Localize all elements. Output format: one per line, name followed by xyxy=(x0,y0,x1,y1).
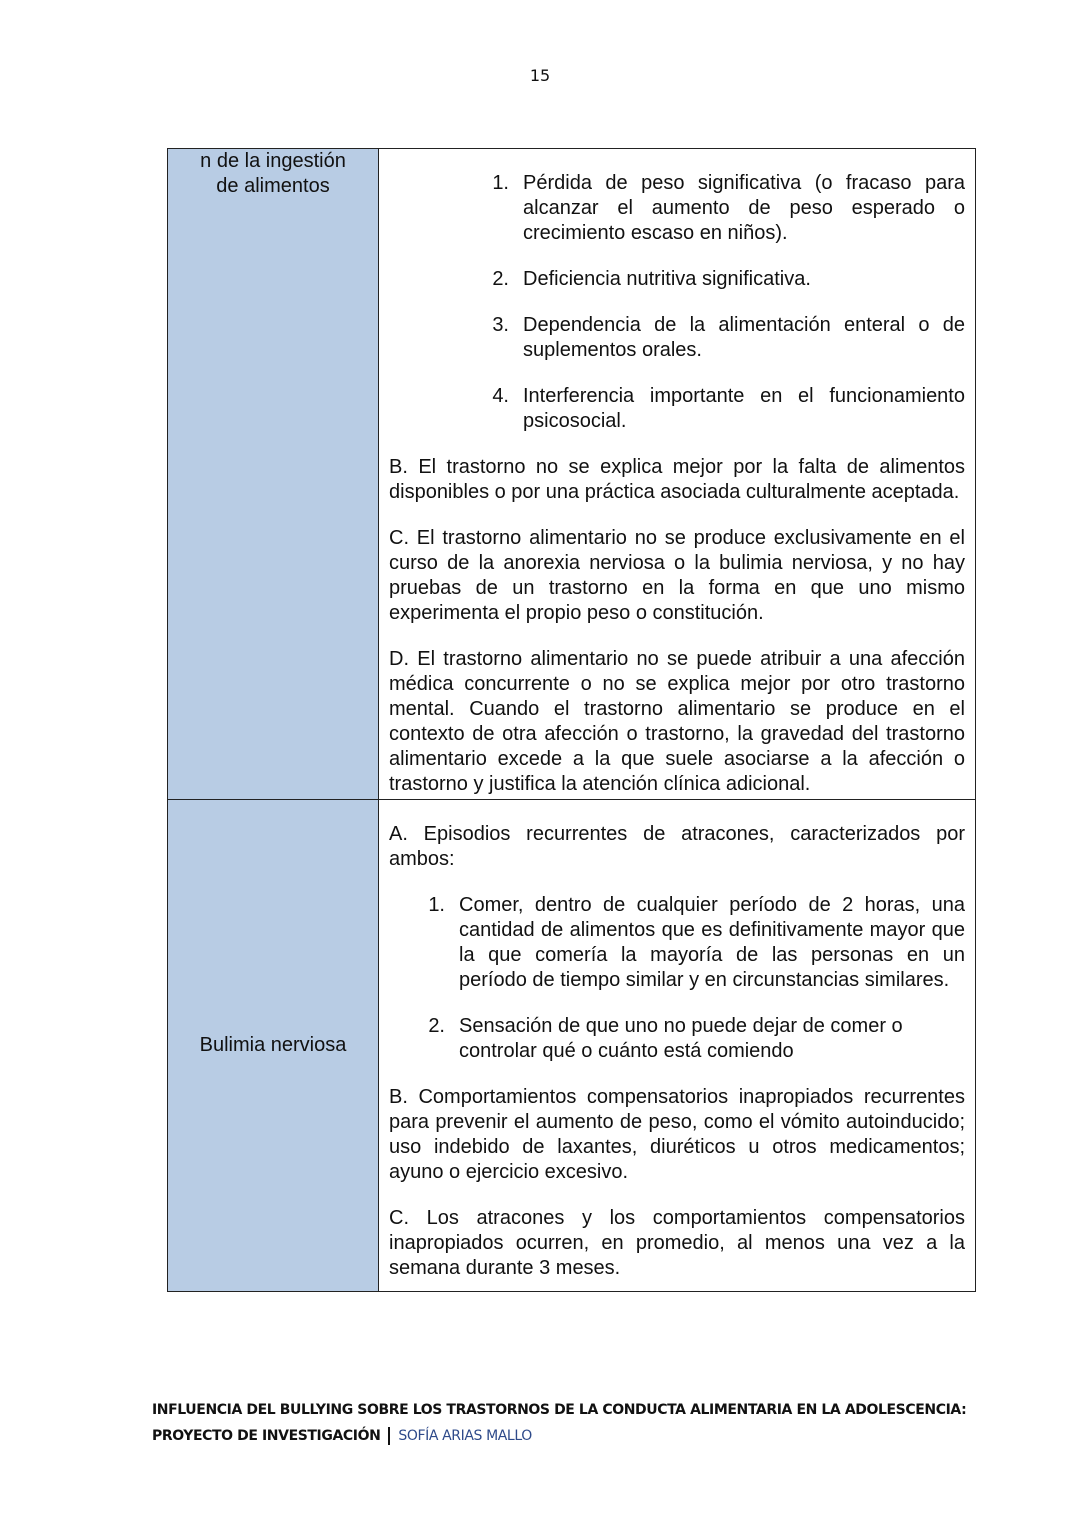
criteria-cell xyxy=(379,149,976,800)
disorder-label-cell xyxy=(168,149,379,800)
item-text: Deficiencia nutritiva significativa. xyxy=(523,268,811,290)
criteria-table xyxy=(167,148,976,1292)
item-text: Pérdida de peso significativa (o fracaso para alcanzar el aumento de peso esperado o crecimiento escaso en niños). xyxy=(523,172,965,244)
criterion-b: B. Comportamientos compensatorios inapropiados recurrentes para prevenir el aumento de peso, como el vómito autoinducido; uso indebido de laxantes, diuréticos u otros medicamentos; ayuno o ejercicio excesivo. xyxy=(389,1086,965,1183)
list-item xyxy=(389,313,965,363)
item-text: Interferencia importante en el funcionamiento psicosocial. xyxy=(523,385,965,432)
criterion-c: C. El trastorno alimentario no se produce exclusivamente en el curso de la anorexia nerviosa o la bulimia nerviosa, y no hay pruebas de un trastorno en la forma en que uno mismo experimenta el propio peso o constitución. xyxy=(389,527,965,624)
list-item xyxy=(389,1014,965,1064)
item-number: 2. xyxy=(492,268,509,290)
criterion-b: B. El trastorno no se explica mejor por la falta de alimentos disponibles o por una práctica asociada culturalmente aceptada. xyxy=(389,456,965,503)
list-item xyxy=(389,384,965,434)
footer-author: SOFÍA ARIAS MALLO xyxy=(398,1428,532,1444)
item-text: Comer, dentro de cualquier período de 2 horas, una cantidad de alimentos que es definitivamente mayor que la que comería la mayoría de las personas en un período de tiempo similar y en circunstancias similares. xyxy=(459,894,965,991)
item-number: 1. xyxy=(492,172,509,194)
disorder-label: n de la ingestión de alimentos xyxy=(200,150,346,197)
disorder-label: Bulimia nerviosa xyxy=(199,1034,347,1056)
disorder-label-cell xyxy=(168,800,379,1292)
item-text: Sensación de que uno no puede dejar de comer o controlar qué o cuánto está comiendo xyxy=(459,1015,903,1062)
footer-title: INFLUENCIA DEL BULLYING SOBRE LOS TRASTORNOS DE LA CONDUCTA ALIMENTARIA EN LA ADOLESCENCIA: xyxy=(152,1402,967,1418)
page-number: 15 xyxy=(529,66,551,85)
table-row xyxy=(168,149,976,800)
item-number: 2. xyxy=(428,1015,445,1037)
criteria-cell xyxy=(379,800,976,1292)
criterion-a: A. Episodios recurrentes de atracones, caracterizados por ambos: xyxy=(389,823,965,870)
criterion-d: D. El trastorno alimentario no se puede atribuir a una afección médica concurrente o no se explica mejor por otro trastorno mental. Cuando el trastorno alimentario se produce en el contexto de otra afección o trastorno, la gravedad del trastorno alimentario excede a la que suele asociarse a la afección o trastorno y justifica la atención clínica adicional. xyxy=(389,648,965,795)
list-item xyxy=(389,171,965,246)
list-item xyxy=(389,893,965,993)
footer-divider xyxy=(388,1427,390,1445)
item-number: 1. xyxy=(428,894,445,916)
list-item xyxy=(389,267,965,292)
item-number: 4. xyxy=(492,385,509,407)
criterion-c: C. Los atracones y los comportamientos compensatorios inapropiados ocurren, en promedio, al menos una vez a la semana durante 3 meses. xyxy=(389,1207,965,1279)
table-row xyxy=(168,800,976,1292)
page-footer xyxy=(152,1397,966,1449)
item-number: 3. xyxy=(492,314,509,336)
footer-subtitle: PROYECTO DE INVESTIGACIÓN xyxy=(152,1428,381,1444)
item-text: Dependencia de la alimentación enteral o de suplementos orales. xyxy=(523,314,965,361)
